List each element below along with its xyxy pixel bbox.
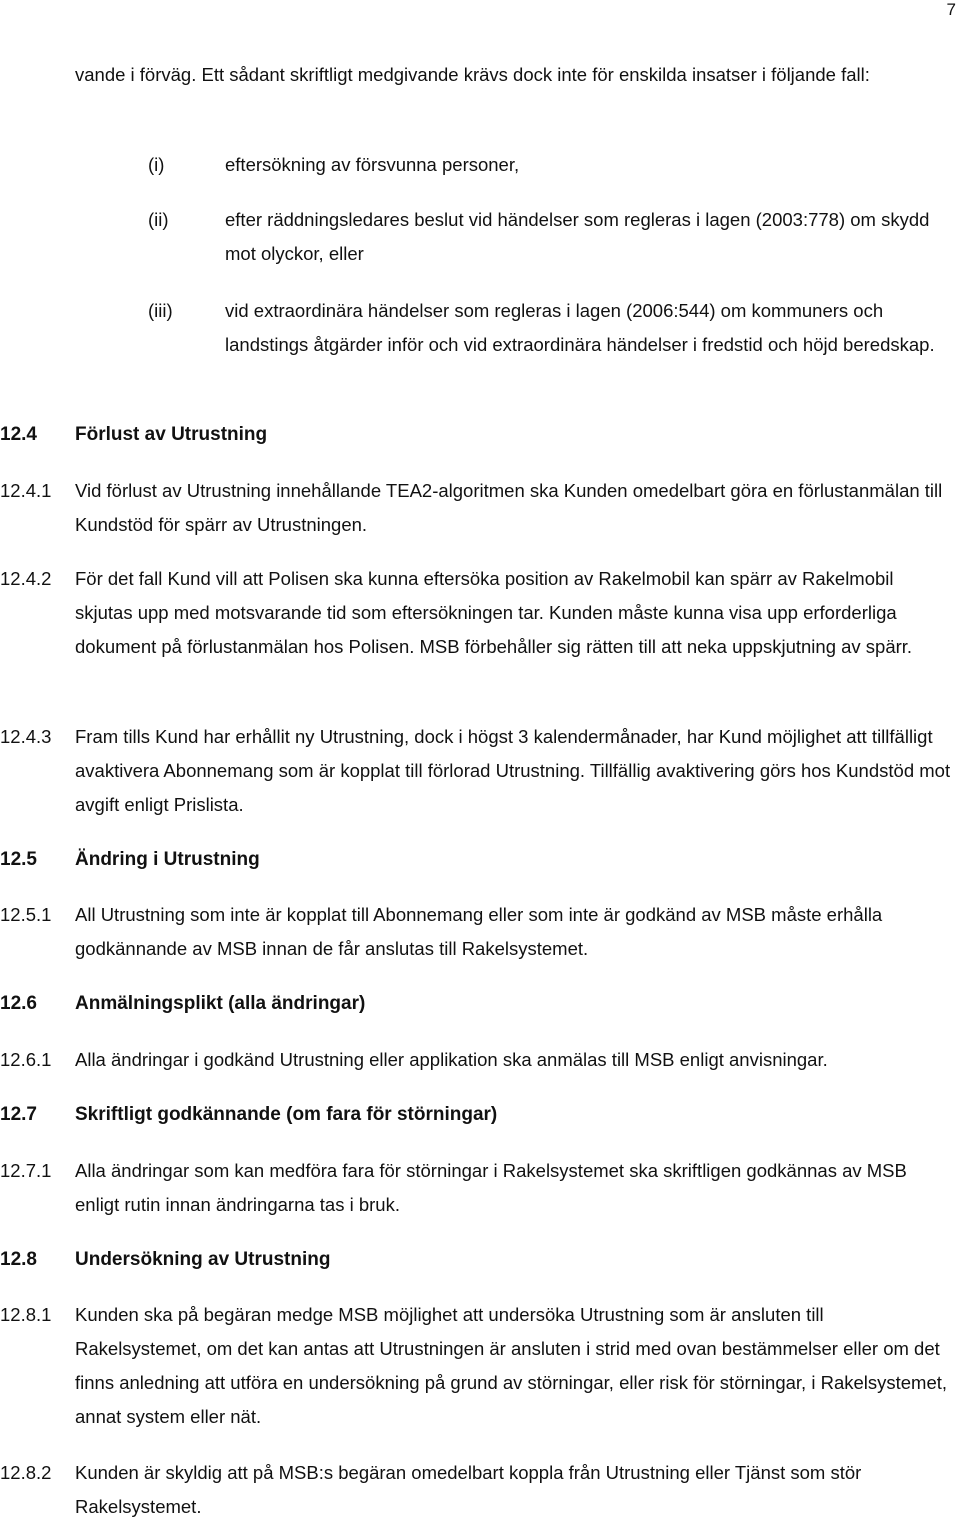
paragraph-text: För det fall Kund vill att Polisen ska kunna eftersöka position av Rakelmobil kan spärr av Rakelmobil skjutas upp med motsvarande tid som eftersökningen tar. Kunden måste kunna visa upp erforderliga dokument på förlustanmälan hos Polisen. MSB förbehåller sig rätten till att neka uppskjutning av spärr. (75, 568, 913, 657)
section-title: Skriftligt godkännande (om fara för störningar) (75, 1104, 498, 1125)
paragraph-text: Alla ändringar som kan medföra fara för störningar i Rakelsystemet ska skriftligen godkännas av MSB enligt rutin innan ändringarna tas i bruk. (75, 1160, 907, 1215)
paragraph-text: Vid förlust av Utrustning innehållande TEA2-algoritmen ska Kunden omedelbart göra en förlustanmälan till Kundstöd för spärr av Utrustningen. (75, 480, 943, 535)
list-text: eftersökning av försvunna personer, (225, 154, 520, 175)
paragraph-text: Fram tills Kund har erhållit ny Utrustning, dock i högst 3 kalendermånader, har Kund möjlighet att tillfälligt avaktivera Abonnemang som är kopplat till förlorad Utrustning. Tillfällig avaktivering görs hos Kundstöd mot avgift enligt Prislista. (75, 726, 951, 815)
list-marker: (ii) (148, 209, 169, 230)
paragraph-number: 12.8.2 (0, 1462, 52, 1483)
section-number: 12.6 (0, 993, 37, 1014)
section-number: 12.8 (0, 1249, 37, 1270)
paragraph-text: All Utrustning som inte är kopplat till Abonnemang eller som inte är godkänd av MSB måste erhålla godkännande av MSB innan de får anslutas till Rakelsystemet. (75, 904, 883, 959)
section-title: Undersökning av Utrustning (75, 1249, 331, 1270)
paragraph-number: 12.4.2 (0, 568, 52, 589)
section-title: Anmälningsplikt (alla ändringar) (75, 993, 366, 1014)
paragraph-number: 12.6.1 (0, 1049, 52, 1070)
intro-paragraph: vande i förväg. Ett sådant skriftligt medgivande krävs dock inte för enskilda insatser i följande fall: (75, 64, 870, 85)
page-number: 7 (946, 0, 956, 19)
paragraph-number: 12.5.1 (0, 904, 52, 925)
list-marker: (iii) (148, 300, 173, 321)
section-title: Ändring i Utrustning (75, 849, 260, 870)
section-title: Förlust av Utrustning (75, 424, 268, 445)
paragraph-number: 12.4.3 (0, 726, 52, 747)
list-text: efter räddningsledares beslut vid händelser som regleras i lagen (2003:778) om skydd mot olyckor, eller (225, 209, 930, 264)
section-number: 12.5 (0, 849, 37, 870)
paragraph-text: Kunden ska på begäran medge MSB möjlighet att undersöka Utrustning som är ansluten till Rakelsystemet, om det kan antas att Utrustningen är ansluten i strid med ovan bestämmelser eller om det finns anledning att utföra en undersökning på grund av störningar, eller risk för störningar, i Rakelsystemet, annat system eller nät. (75, 1304, 948, 1427)
list-marker: (i) (148, 154, 165, 175)
section-number: 12.4 (0, 424, 37, 445)
paragraph-number: 12.4.1 (0, 480, 52, 501)
paragraph-number: 12.7.1 (0, 1160, 52, 1181)
paragraph-text: Alla ändringar i godkänd Utrustning eller applikation ska anmälas till MSB enligt anvisningar. (75, 1049, 828, 1070)
paragraph-text: Kunden är skyldig att på MSB:s begäran omedelbart koppla från Utrustning eller Tjänst som stör Rakelsystemet. (75, 1462, 862, 1517)
paragraph-number: 12.8.1 (0, 1304, 52, 1325)
section-number: 12.7 (0, 1104, 37, 1125)
list-text: vid extraordinära händelser som regleras i lagen (2006:544) om kommuners och landstings åtgärder inför och vid extraordinära händelser i fredstid och höjd beredskap. (225, 300, 935, 355)
